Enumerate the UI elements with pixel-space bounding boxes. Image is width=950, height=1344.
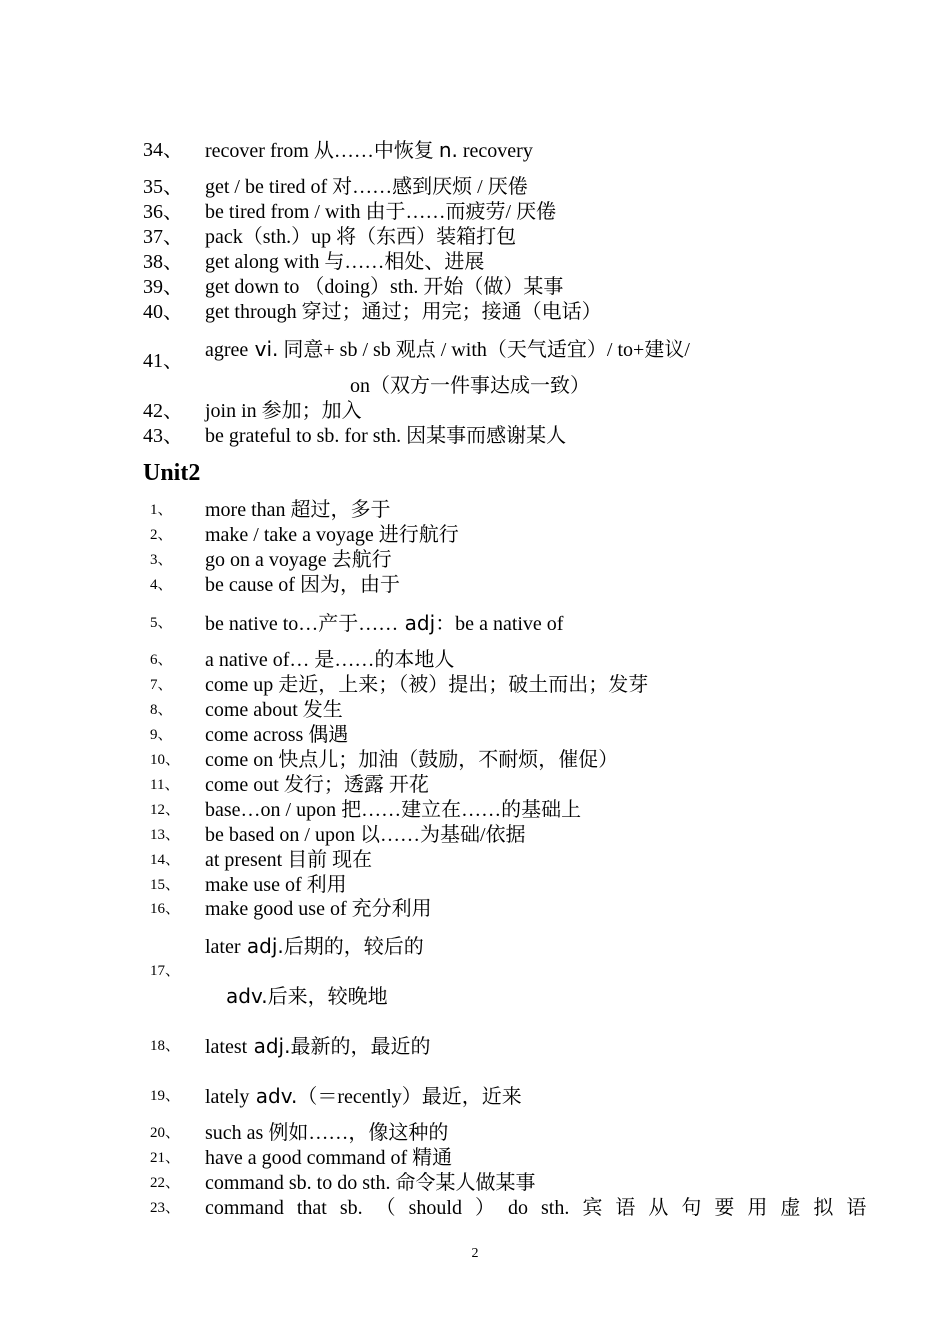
item-text: get along with 与……相处、进展 — [205, 251, 485, 273]
list-item — [0, 299, 950, 325]
list-item — [0, 872, 950, 898]
list-item-continuation — [0, 373, 950, 399]
item-text-after: ：be a native of — [435, 613, 564, 635]
item-text: 后来，较晚地 — [267, 986, 388, 1008]
item-number: 1、 — [150, 502, 173, 518]
list-item — [0, 610, 950, 636]
pos-tag: adv. — [249, 1084, 298, 1108]
item-number: 7、 — [150, 677, 173, 693]
list-item — [0, 822, 950, 848]
list-item — [0, 1195, 950, 1221]
item-text: be grateful to sb. for sth. 因某事而感谢某人 — [205, 425, 567, 447]
pos-tag: adv. — [226, 984, 268, 1008]
item-number: 39、 — [143, 276, 183, 298]
item-text: command that sb. （ should ） do sth. 宾 语 从 句 要 用 虚 拟 语 — [205, 1197, 867, 1219]
item-number: 19、 — [150, 1088, 181, 1104]
list-item — [0, 1145, 950, 1171]
item-number: 16、 — [150, 901, 181, 917]
item-text: be based on / upon 以……为基础/依据 — [205, 824, 526, 846]
item-number: 3、 — [150, 552, 173, 568]
item-text: be tired from / with 由于……而疲劳/ 厌倦 — [205, 201, 557, 223]
list-item-continuation — [0, 983, 950, 1009]
item-text: later — [205, 936, 241, 958]
item-number: 37、 — [143, 226, 183, 248]
item-number: 12、 — [150, 802, 181, 818]
item-text: be native to…产于…… — [205, 613, 399, 635]
list-item — [0, 274, 950, 300]
item-text: lately — [205, 1086, 250, 1108]
item-text: at present 目前 现在 — [205, 849, 373, 871]
list-item — [0, 847, 950, 873]
list-item — [0, 647, 950, 673]
pos-tag: adj. — [247, 1034, 291, 1058]
list-item — [0, 224, 950, 250]
list-item — [0, 522, 950, 548]
item-text: get through 穿过；通过；用完；接通（电话） — [205, 301, 602, 323]
list-item — [0, 1120, 950, 1146]
list-item — [0, 199, 950, 225]
list-item — [0, 398, 950, 424]
item-text: such as 例如……，像这种的 — [205, 1122, 449, 1144]
item-number: 20、 — [150, 1125, 181, 1141]
item-text: more than 超过，多于 — [205, 499, 391, 521]
item-number: 8、 — [150, 702, 173, 718]
item-text: recover from 从……中恢复 — [205, 140, 434, 162]
pos-tag: vi. — [248, 337, 279, 361]
item-text: make use of 利用 — [205, 874, 347, 896]
list-item — [0, 174, 950, 200]
list-item — [0, 772, 950, 798]
list-item — [0, 547, 950, 573]
item-number: 42、 — [143, 400, 183, 422]
item-text: go on a voyage 去航行 — [205, 549, 392, 571]
item-text: come across 偶遇 — [205, 724, 349, 746]
pos-tag: adj — [398, 611, 436, 635]
item-number: 10、 — [150, 752, 181, 768]
item-number: 2、 — [150, 527, 173, 543]
item-text: agree — [205, 339, 249, 361]
item-text: come on 快点儿；加油（鼓励，不耐烦，催促） — [205, 749, 619, 771]
list-item — [0, 896, 950, 922]
item-number: 40、 — [143, 301, 183, 323]
item-text: on（双方一件事达成一致） — [350, 375, 590, 397]
list-item — [0, 249, 950, 275]
item-text: come out 发行；透露 开花 — [205, 774, 429, 796]
item-text: command sb. to do sth. 命令某人做某事 — [205, 1172, 536, 1194]
item-number: 34、 — [143, 139, 183, 161]
item-number: 22、 — [150, 1175, 181, 1191]
item-text-after: recovery — [457, 140, 533, 162]
list-item — [0, 1033, 950, 1059]
item-number: 6、 — [150, 652, 173, 668]
item-number: 21、 — [150, 1150, 181, 1166]
item-number: 5、 — [150, 615, 173, 631]
item-text: come about 发生 — [205, 699, 343, 721]
item-text: join in 参加；加入 — [205, 400, 362, 422]
list-item — [0, 572, 950, 598]
list-item — [0, 933, 950, 959]
item-number: 41、 — [143, 350, 183, 372]
item-number: 15、 — [150, 877, 181, 893]
list-item — [0, 1083, 950, 1109]
list-item — [0, 423, 950, 449]
item-text: make / take a voyage 进行航行 — [205, 524, 459, 546]
item-text: come up 走近，上来；（被）提出；破土而出；发芽 — [205, 674, 649, 696]
item-text-after: 后期的，较后的 — [283, 936, 424, 958]
list-item — [0, 497, 950, 523]
item-text: get down to （doing）sth. 开始（做）某事 — [205, 276, 564, 298]
page-number: 2 — [471, 1246, 479, 1261]
item-text: base…on / upon 把……建立在……的基础上 — [205, 799, 582, 821]
item-number: 17、 — [150, 963, 181, 979]
list-item — [0, 697, 950, 723]
list-item — [0, 722, 950, 748]
list-item — [0, 672, 950, 698]
pos-tag: n. — [438, 138, 458, 162]
list-item — [0, 1170, 950, 1196]
item-number: 11、 — [150, 777, 180, 793]
item-text: have a good command of 精通 — [205, 1147, 453, 1169]
item-text: be cause of 因为，由于 — [205, 574, 400, 596]
item-text: make good use of 充分利用 — [205, 898, 432, 920]
item-number: 18、 — [150, 1038, 181, 1054]
item-text-after: （＝recently）最近，近来 — [297, 1086, 522, 1108]
item-text-after: 最新的，最近的 — [290, 1036, 431, 1058]
section-heading: Unit2 — [143, 460, 201, 486]
item-number: 14、 — [150, 852, 181, 868]
pos-tag: adj. — [240, 934, 284, 958]
list-item — [0, 747, 950, 773]
item-number: 9、 — [150, 727, 173, 743]
item-number: 23、 — [150, 1200, 181, 1216]
item-number: 43、 — [143, 425, 183, 447]
item-number: 4、 — [150, 577, 173, 593]
item-text: get / be tired of 对……感到厌烦 / 厌倦 — [205, 176, 528, 198]
item-number: 13、 — [150, 827, 181, 843]
item-number: 36、 — [143, 201, 183, 223]
item-text: latest — [205, 1036, 248, 1058]
item-number: 38、 — [143, 251, 183, 273]
item-text: pack（sth.）up 将（东西）装箱打包 — [205, 226, 517, 248]
list-item — [0, 797, 950, 823]
item-number: 35、 — [143, 176, 183, 198]
list-item — [0, 137, 950, 163]
item-text-after: 同意+ sb / sb 观点 / with（天气适宜）/ to+建议/ — [278, 339, 690, 361]
item-text: a native of… 是……的本地人 — [205, 649, 455, 671]
